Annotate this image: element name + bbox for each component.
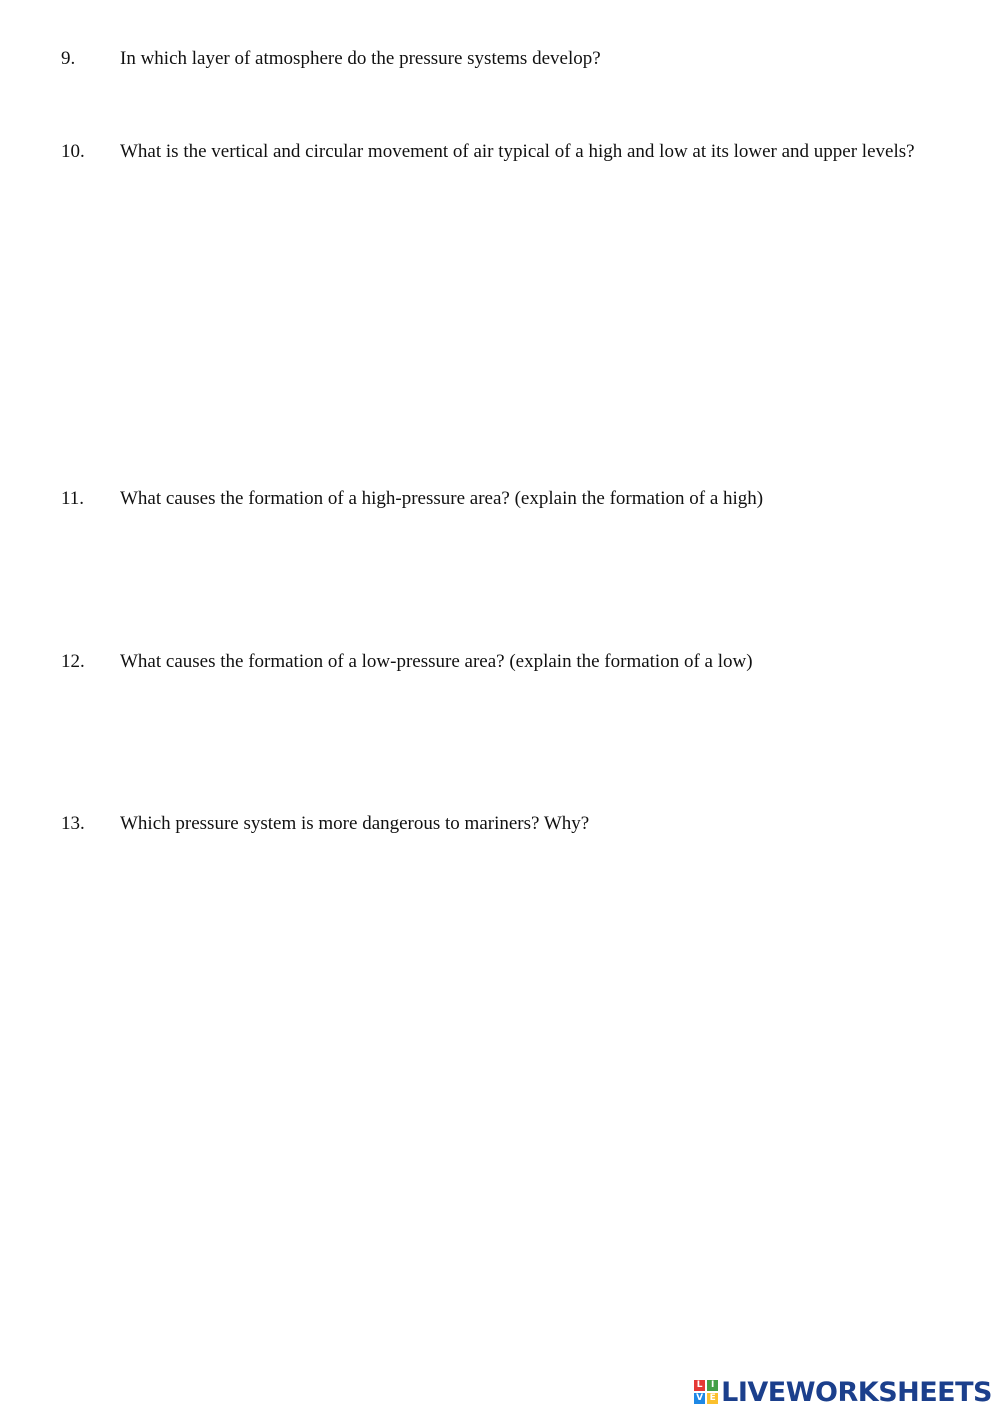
question-9 — [61, 47, 938, 70]
question-number: 12. — [61, 651, 85, 672]
question-text: What causes the formation of a low-pressure area? (explain the formation of a low) — [120, 651, 753, 672]
logo-icon — [694, 1380, 718, 1404]
question-10 — [61, 140, 938, 163]
logo-cell-i: I — [707, 1380, 718, 1391]
liveworksheets-logo — [694, 1377, 992, 1407]
question-13 — [61, 812, 938, 835]
question-number: 9. — [61, 48, 76, 69]
brand-text: LIVEWORKSHEETS — [721, 1376, 992, 1408]
question-text: In which layer of atmosphere do the pressure systems develop? — [120, 48, 601, 69]
question-text: What is the vertical and circular movement of air typical of a high and low at its lower and upper levels? — [120, 141, 915, 162]
logo-cell-e: E — [707, 1393, 718, 1404]
question-number: 10. — [61, 141, 85, 162]
logo-cell-v: V — [694, 1393, 705, 1404]
question-11 — [61, 487, 938, 510]
question-number: 13. — [61, 813, 85, 834]
question-12 — [61, 650, 938, 673]
question-text: What causes the formation of a high-pressure area? (explain the formation of a high) — [120, 488, 764, 509]
question-text: Which pressure system is more dangerous to mariners? Why? — [120, 813, 590, 834]
logo-cell-l: L — [694, 1380, 705, 1391]
question-number: 11. — [61, 488, 85, 509]
